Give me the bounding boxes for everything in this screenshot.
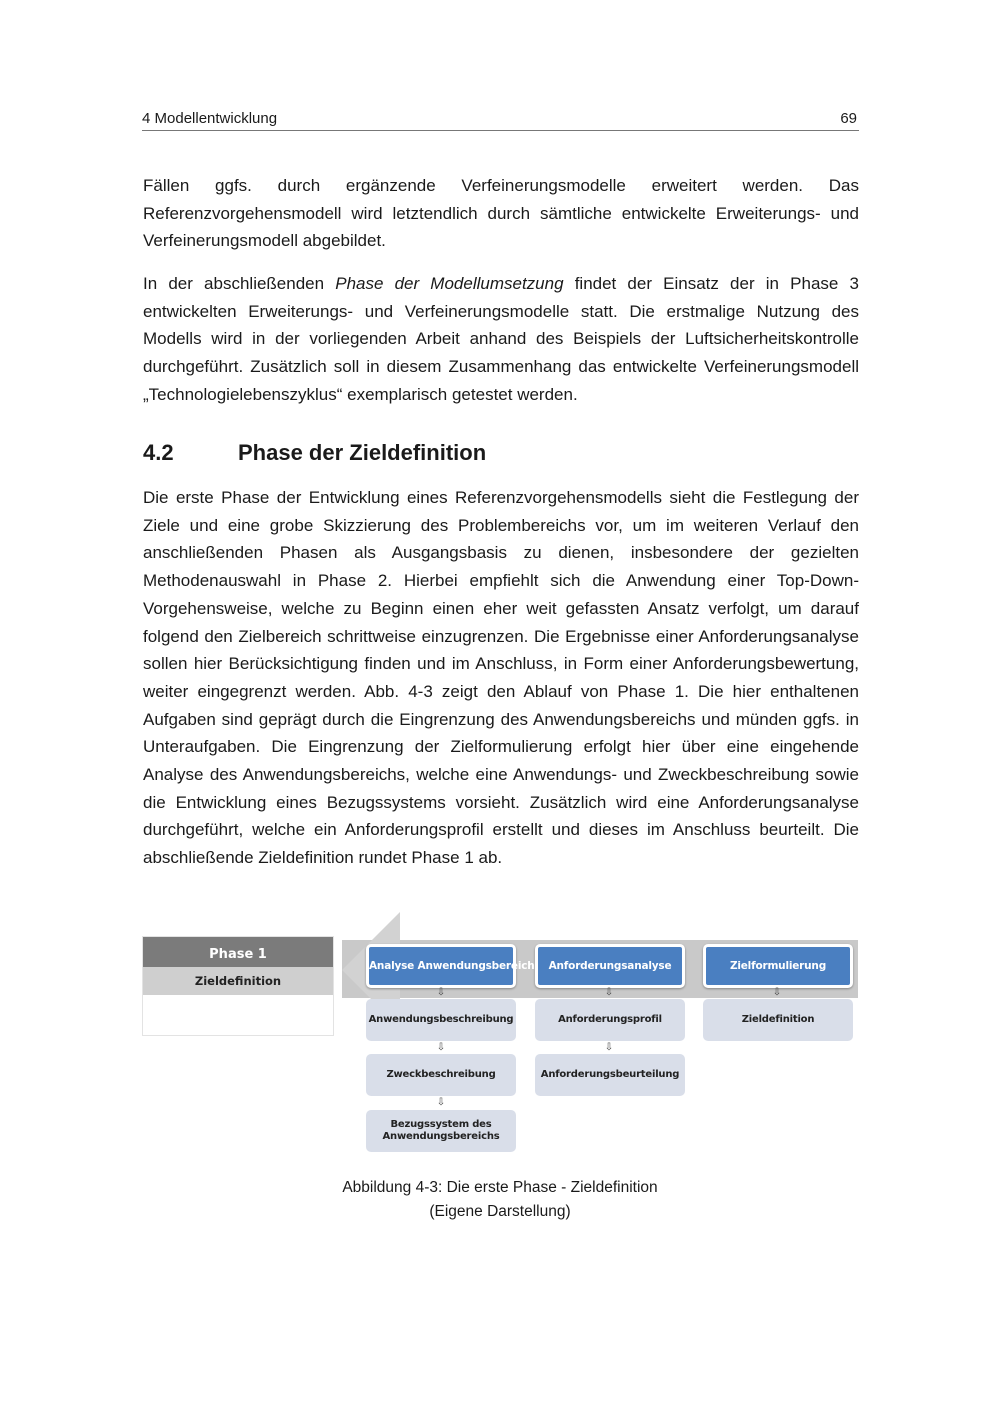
down-arrow-icon: ⇩ — [436, 987, 446, 998]
running-header — [142, 108, 859, 131]
phase-name: Zieldefinition — [143, 967, 333, 995]
page-number: 69 — [840, 110, 857, 127]
paragraph-3: Die erste Phase der Entwicklung eines Referenzvorgehensmodells sieht die Festlegung der Ziele und eine grobe Skizzierung des Problembereichs vor, um im weiteren Verlauf den anschließenden Phasen als Ausgangsbasis zu dienen, insbesondere der gezielten Methodenauswahl in Phase 2. Hierbei empfiehlt sich die Anwendung einer Top-Down-Vorgehensweise, welche zu Beginn einen eher weit gefassten Ansatz verfolgt, um darauf folgend den Zielbereich schrittweise einzugrenzen. Die Ergebnisse einer Anforderungsanalyse sollen hier Berücksichtigung finden und im Anschluss, in Form einer Anforderungsbewertung, weiter eingegrenzt werden. Abb. 4-3 zeigt den Ablauf von Phase 1. Die hier enthaltenen Aufgaben sind geprägt durch die Eingrenzung des Anwendungsbereichs und münden ggfs. in Unteraufgaben. Die Eingrenzung der Zielformulierung erfolgt hier über eine eingehende Analyse des Anwendungsbereichs, welche eine Anwendungs- und Zweckbeschreibung sowie die Entwicklung eines Bezugssystems vorsieht. Zusätzlich wird eine Anforderungsanalyse durchgeführt, welche ein Anforderungsprofil erstellt und dieses im Anschluss beurteilt. Die abschließende Zieldefinition rundet Phase 1 ab. — [143, 488, 859, 868]
down-arrow-icon: ⇩ — [436, 1097, 446, 1108]
section-heading — [143, 440, 486, 466]
step-zieldefinition: Zieldefinition — [703, 999, 853, 1041]
paragraph-2-emphasis: Phase der Modellumsetzung — [335, 274, 564, 293]
section-number: 4.2 — [143, 440, 174, 465]
section-title: Phase der Zieldefinition — [238, 440, 487, 465]
down-arrow-icon: ⇩ — [604, 1042, 614, 1053]
paragraph-2 — [143, 270, 859, 409]
header-zielformulierung: Zielformulierung — [703, 944, 853, 988]
step-zweckbeschreibung: Zweckbeschreibung — [366, 1054, 516, 1096]
header-anforderungsanalyse: Anforderungsanalyse — [535, 944, 685, 988]
step-anwendungsbeschreibung: Anwendungsbeschreibung — [366, 999, 516, 1041]
figure-phase1-diagram — [142, 912, 862, 1162]
phase-label: Phase 1 — [143, 937, 333, 967]
step-bezugssystem: Bezugssystem des Anwendungsbereichs — [366, 1110, 516, 1152]
step-anforderungsprofil: Anforderungsprofil — [535, 999, 685, 1041]
figure-caption: Abbildung 4-3: Die erste Phase - Zieldefinition — [342, 1179, 658, 1196]
paragraph-2-end: findet der Einsatz der in Phase 3 entwickelten Erweiterungs- und Verfeinerungsmodelle statt. Die erstmalige Nutzung des Modells wird in der vorliegenden Arbeit anhand des Beispiels der Luftsicherheitskontrolle durchgeführt. Zusätzlich soll in diesem Zusammenhang das entwickelte Verfeinerungsmodell „Technologielebenszyklus“ exemplarisch getestet werden. — [143, 274, 859, 404]
down-arrow-icon: ⇩ — [436, 1042, 446, 1053]
figure-source: (Eigene Darstellung) — [429, 1203, 571, 1220]
phase-box — [142, 936, 334, 1036]
down-arrow-icon: ⇩ — [772, 987, 782, 998]
chapter-title: 4 Modellentwicklung — [142, 110, 278, 127]
down-arrow-icon: ⇩ — [604, 987, 614, 998]
step-anforderungsbeurteilung: Anforderungsbeurteilung — [535, 1054, 685, 1096]
paragraph-1: Fällen ggfs. durch ergänzende Verfeinerungsmodelle erweitert werden. Das Referenzvorgehensmodell wird letztendlich durch sämtliche entwickelte Erweiterungs- und Verfeinerungsmodell abgebildet. — [143, 176, 859, 251]
paragraph-2-start: In der abschließenden — [143, 274, 336, 293]
header-analyse-anwendungsbereich: Analyse Anwendungsbereich — [366, 944, 516, 988]
